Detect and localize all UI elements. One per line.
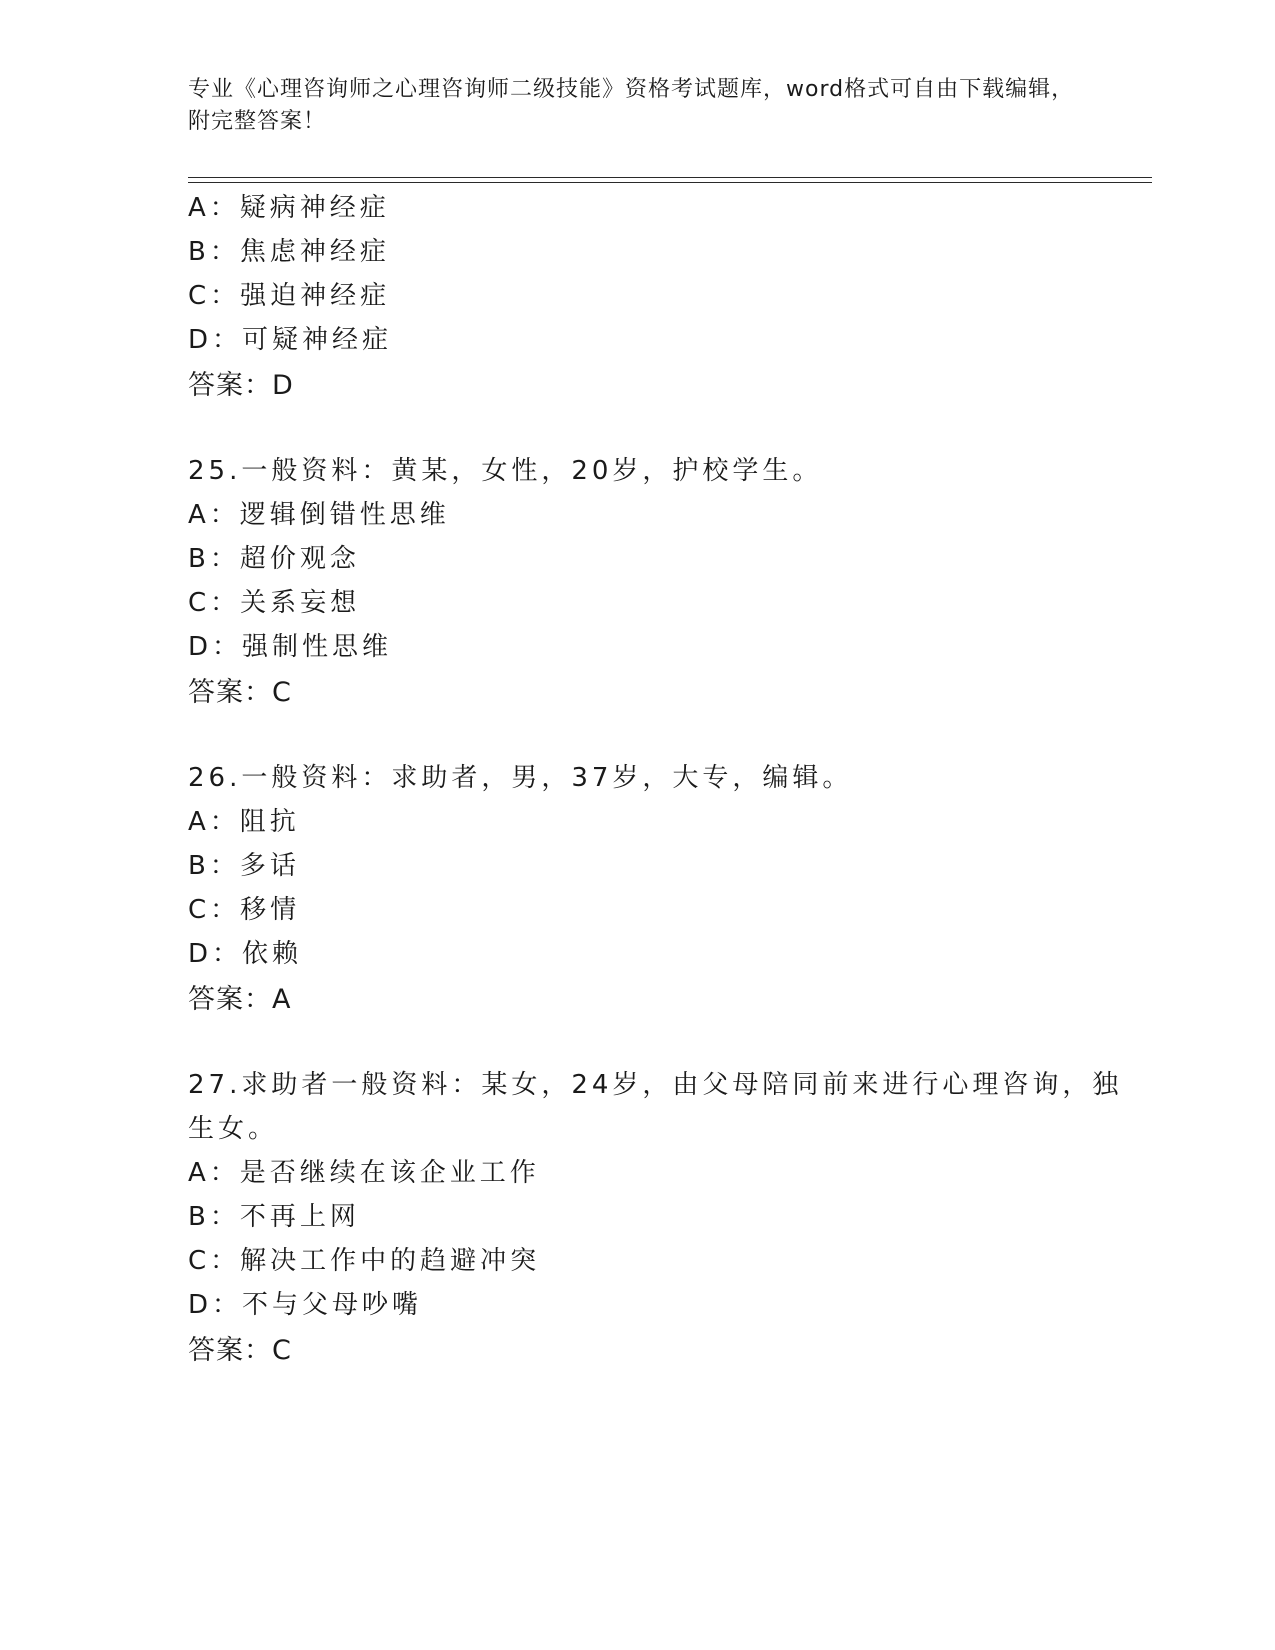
document-header: 专业《心理咨询师之心理咨询师二级技能》资格考试题库，word格式可自由下载编辑，附完整答案！ — [188, 77, 1075, 134]
option-a: A：逻辑倒错性思维 — [188, 500, 450, 530]
option-d: D：不与父母吵嘴 — [188, 1290, 423, 1320]
option-c: C：关系妄想 — [188, 588, 361, 618]
option-b: B：焦虑神经症 — [188, 237, 390, 267]
answer: 答案：C — [188, 1335, 292, 1366]
option-b: B：超价观念 — [188, 544, 360, 574]
answer: 答案：C — [188, 677, 292, 708]
answer: 答案：A — [188, 984, 292, 1015]
option-c: C：强迫神经症 — [188, 281, 391, 311]
option-b: B：不再上网 — [188, 1202, 360, 1232]
header-rule-bottom — [188, 182, 1152, 183]
option-b: B：多话 — [188, 851, 300, 881]
option-a: A：阻抗 — [188, 807, 300, 837]
option-d: D：可疑神经症 — [188, 325, 393, 355]
option-c: C：移情 — [188, 895, 301, 925]
header-rule-top — [188, 177, 1152, 178]
option-c: C：解决工作中的趋避冲突 — [188, 1246, 541, 1276]
option-d: D：强制性思维 — [188, 632, 393, 662]
question-stem-line-1: 27.求助者一般资料：某女，24岁，由父母陪同前来进行心理咨询，独 — [188, 1070, 1123, 1100]
option-d: D：依赖 — [188, 939, 303, 969]
answer: 答案：D — [188, 370, 294, 401]
option-a: A：是否继续在该企业工作 — [188, 1158, 540, 1188]
option-a: A：疑病神经症 — [188, 193, 390, 223]
question-stem: 25.一般资料：黄某，女性，20岁，护校学生。 — [188, 456, 823, 486]
question-stem: 26.一般资料：求助者，男，37岁，大专，编辑。 — [188, 763, 853, 793]
question-stem-line-2: 生女。 — [188, 1114, 279, 1144]
